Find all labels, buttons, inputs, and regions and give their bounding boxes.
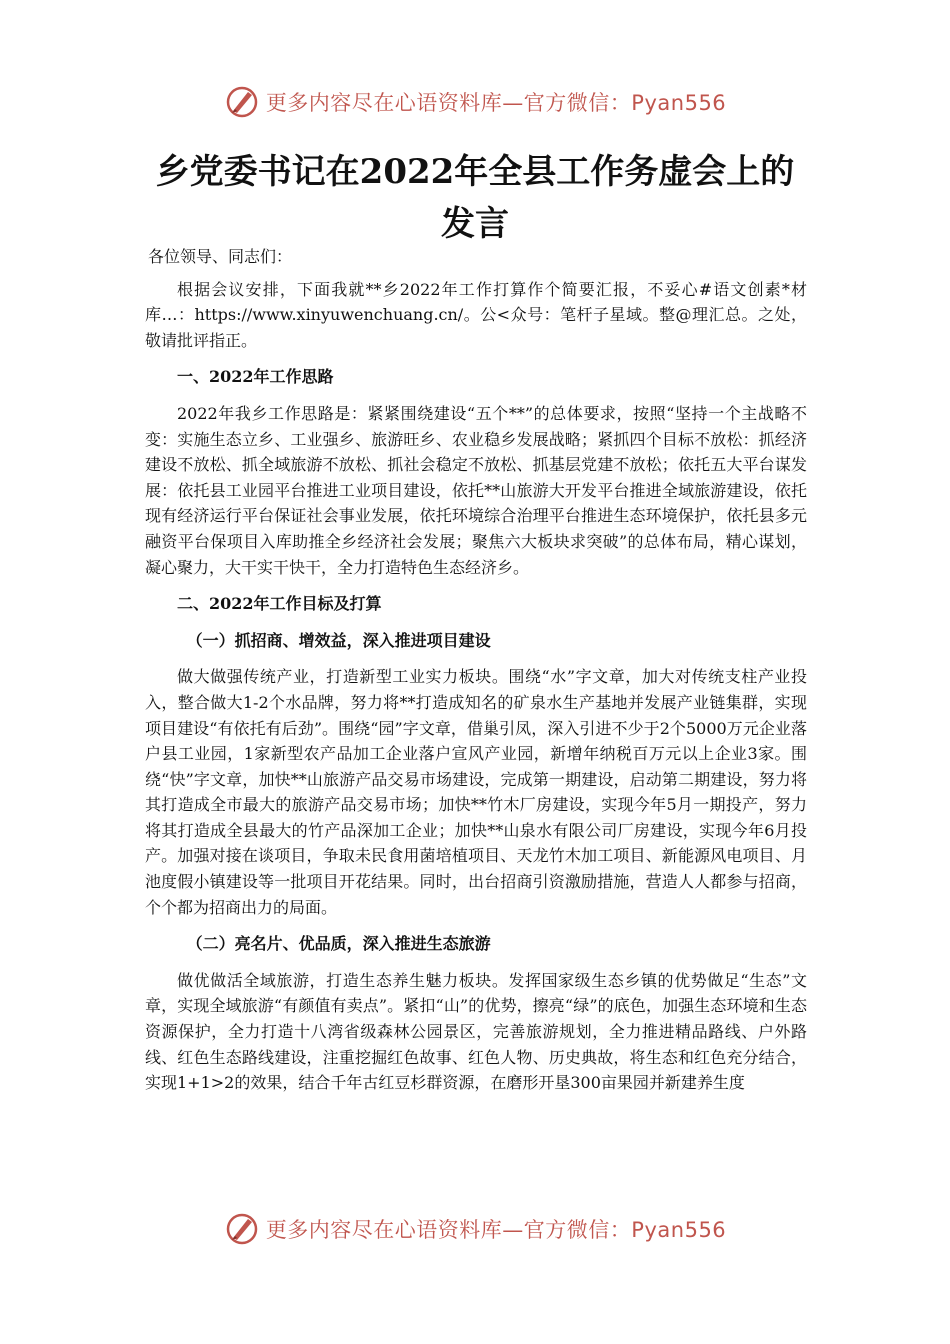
section-2-heading: 二、2022年工作目标及打算 xyxy=(177,594,382,614)
watermark-text: 更多内容尽在心语资料库—官方微信：Pyan556 xyxy=(265,91,727,115)
document-title xyxy=(60,146,890,250)
subsection-1-heading: （一）抓招商、增效益，深入推进项目建设 xyxy=(186,630,491,650)
header-watermark xyxy=(0,82,950,122)
watermark-text: 更多内容尽在心语资料库—官方微信：Pyan556 xyxy=(265,1218,727,1242)
footer-watermark xyxy=(0,1209,950,1249)
title-line-1: 乡党委书记在2022年全县工作务虚会上的 xyxy=(155,152,795,192)
document-body xyxy=(145,244,807,1107)
intro-paragraph: 根据会议安排，下面我就**乡2022年工作打算作个简要汇报，不妥心#语文创素*材库…：https://www.xinyuwenchuang.cn/。公<众号：笔杆子星域。整@理汇总。之处，敬请批评指正。 xyxy=(145,279,807,350)
subsection-1-paragraph: 做大做强传统产业，打造新型工业实力板块。围绕“水”字文章，加大对传统支柱产业投入，整合做大1-2个水品牌，努力将**打造成知名的矿泉水生产基地并发展产业链集群，实现项目建设“有依托有后劲”。围绕“园”字文章，借巢引凤，深入引进不少于2个5000万元企业落户县工业园，1家新型农产品加工企业落户宣风产业园，新增年纳税百万元以上企业3家。围绕“快”字文章，加快**山旅游产品交易市场建设，完成第一期建设，启动第二期建设，努力将其打造成全市最大的旅游产品交易市场；加快**竹木厂房建设，实现今年5月一期投产，努力将其打造成全县最大的竹产品深加工企业；加快**山泉水有限公司厂房建设，实现今年6月投产。加强对接在谈项目，争取未民食用菌培植项目、天龙竹木加工项目、新能源风电项目、月池度假小镇建设等一批项目开花结果。同时，出台招商引资激励措施，营造人人都参与招商，个个都为招商出力的局面。 xyxy=(145,667,807,917)
brush-pen-logo-icon xyxy=(224,84,260,120)
subsection-2-heading: （二）亮名片、优品质，深入推进生态旅游 xyxy=(186,934,491,954)
salutation: 各位领导、同志们： xyxy=(148,247,293,266)
subsection-2-paragraph: 做优做活全域旅游，打造生态养生魅力板块。发挥国家级生态乡镇的优势做足“生态”文章，实现全域旅游“有颜值有卖点”。紧扣“山”的优势，擦亮“绿”的底色，加强生态环境和生态资源保护，全力打造十八湾省级森林公园景区，完善旅游规划，全力推进精品路线、户外路线、红色生态路线建设，注重挖掘红色故事、红色人物、历史典故，将生态和红色充分结合，实现1+1>2的效果，结合千年古红豆杉群资源，在磨形开垦300亩果园并新建养生度 xyxy=(145,970,807,1093)
brush-pen-logo-icon xyxy=(224,1211,260,1247)
section-1-paragraph: 2022年我乡工作思路是：紧紧围绕建设“五个**”的总体要求，按照“坚持一个主战略不变：实施生态立乡、工业强乡、旅游旺乡、农业稳乡发展战略；紧抓四个目标不放松：抓经济建设不放松、抓全域旅游不放松、抓社会稳定不放松、抓基层党建不放松；依托五大平台谋发展：依托县工业园平台推进工业项目建设，依托**山旅游大开发平台推进全域旅游建设，依托现有经济运行平台保证社会事业发展，依托环境综合治理平台推进生态环境保护，依托县多元融资平台保项目入库助推全乡经济社会发展；聚焦六大板块求突破”的总体布局，精心谋划，凝心聚力，大干实干快干，全力打造特色生态经济乡。 xyxy=(145,403,807,577)
title-line-2: 发言 xyxy=(441,204,509,244)
section-1-heading: 一、2022年工作思路 xyxy=(177,367,334,387)
